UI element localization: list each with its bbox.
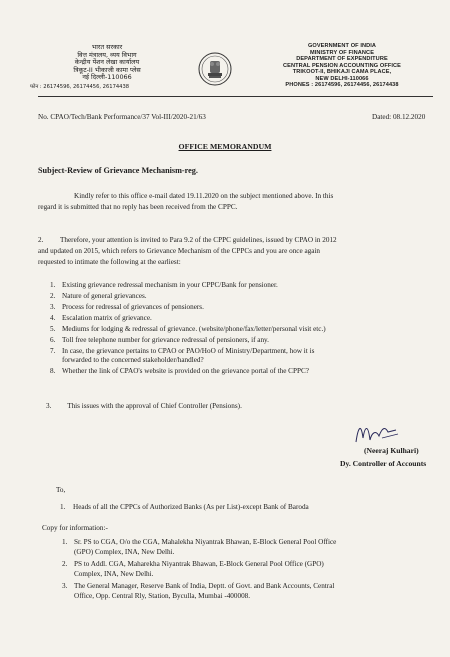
paragraph-text: This issues with the approval of Chief Controller (Pensions). [67, 402, 242, 410]
english-line: NEW DELHI-110066 [315, 75, 369, 82]
paragraph-line: and updated on 2015, which refers to Grievance Mechanism of the CPPCs and you are once again [38, 247, 321, 255]
hindi-line: नई दिल्ली-110066 [82, 73, 132, 82]
english-line: PHONES : 26174596, 26174456, 26174438 [285, 82, 399, 88]
paragraph-line: Therefore, your attention is invited to Para 9.2 of the CPPC guidelines, issued by CPAO in 2012 [60, 236, 337, 244]
paragraph-number: 3. [46, 402, 52, 410]
hindi-line: त्रिकूट-II भीकाजी कामा प्लेस [73, 65, 141, 74]
header [0, 0, 450, 100]
requested-items-list: 1. Existing grievance redressal mechanism in your CPPC/Bank for pensioner. 2. Nature of general grievances. 3. Process for redressal of grievances of pensioners. 4. Escalation matrix of grievance. 5. Mediums for lodging & redressal of grievance. (website/phone/fax/letter/personal visit etc.) 6. Toll free telephone number for grievance redressal of pensioners, if any. 7. In case, the grievance pertains to CPAO or PAO/HoO of Ministry/Department, how it is forwarded to the concerned stakeholder/handled? 8. Whether the link of CPAO's website is provided on the grievance portal of the CPPC? [50, 281, 326, 375]
english-line: MINISTRY OF FINANCE [309, 49, 375, 56]
emblem-logo [198, 52, 232, 86]
signature-scribble [352, 418, 402, 448]
hindi-address-block [52, 44, 162, 82]
subject-line: Subject-Review of Grievance Mechanism-reg. [38, 166, 198, 175]
english-address-block [262, 43, 422, 89]
copy-label: Copy for information:- [42, 524, 108, 532]
signatory-name: (Neeraj Kulhari) [364, 446, 419, 455]
hindi-line: वित्त मंत्रालय, व्यय विभाग [77, 50, 137, 59]
paragraph-line: regard it is submitted that no reply has been received from the CPPC. [38, 203, 238, 211]
paragraph-1 [38, 191, 438, 213]
copy-list: 1. Sr. PS to CGA, O/o the CGA, Mahalekha Niyantrak Bhawan, E-Block General Pool Office (GPO) Complex, INA, New Delhi. 2. PS to Addl. CGA, Maharekha Niyantrak Bhawan, E-Block General Pool Office (GPO) Complex, INA, New Delhi. 3. The General Manager, Reserve Bank of India, Deptt. of Govt. and Bank Accounts, Central Office, Opp. Central Rly, Station, Byculla, Mumbai -400008. [62, 538, 337, 600]
header-divider [38, 96, 433, 97]
reference-number: No. CPAO/Tech/Bank Performance/37 Vol-III/2020-21/63 [38, 113, 206, 121]
english-line: TRIKOOT-II, BHIKAJI CAMA PLACE, [292, 69, 392, 75]
paragraph-3 [46, 401, 436, 412]
hindi-phone: फोन : 26174596, 26174456, 26174438 [30, 84, 130, 90]
english-line: CENTRAL PENSION ACCOUNTING OFFICE [283, 62, 401, 69]
paragraph-line: Kindly refer to this office e-mail dated 19.11.2020 on the subject mentioned above. In this [74, 192, 334, 200]
paragraph-2 [38, 235, 438, 268]
english-line: GOVERNMENT OF INDIA [307, 43, 377, 49]
signatory-designation: Dy. Controller of Accounts [340, 459, 427, 468]
paragraph-number: 2. [38, 236, 44, 244]
paragraph-line: requested to intimate the following at the earliest: [38, 258, 181, 266]
hindi-line: भारत सरकार [91, 43, 123, 51]
english-line: DEPARTMENT OF EXPENDITURE [296, 56, 388, 62]
hindi-line: केन्द्रीय पेंशन लेखा कार्यालय [74, 58, 140, 67]
document-title: OFFICE MEMORANDUM [178, 142, 272, 151]
document-date: Dated: 08.12.2020 [372, 113, 426, 121]
to-label: To, [56, 486, 66, 494]
